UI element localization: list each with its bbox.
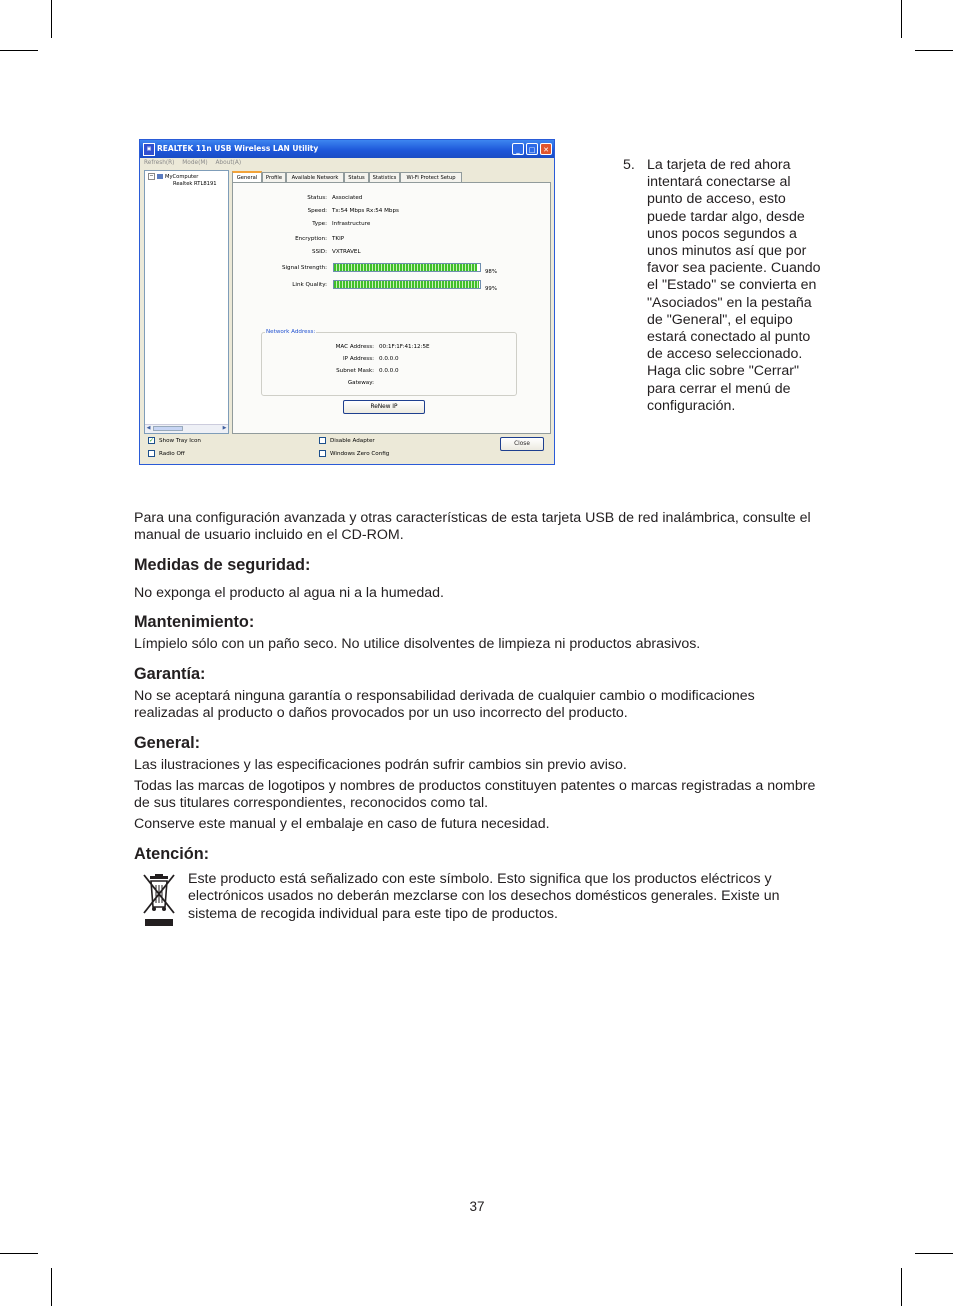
checkbox-checked-icon[interactable]: ✓: [149, 437, 155, 444]
device-tree: [144, 170, 229, 434]
general-text-3: Conserve este manual y el embalaje en caso de futura necesidad.: [134, 816, 550, 832]
tree-node-adapter[interactable]: [173, 181, 217, 187]
signal-strength-fill: [334, 264, 477, 271]
step-number: 5.: [623, 157, 635, 173]
checkbox-icon[interactable]: [319, 450, 326, 457]
mac-address-value: 00:1F:1F:41:12:5E: [379, 344, 430, 350]
collapse-icon[interactable]: −: [149, 173, 154, 179]
scroll-right-icon[interactable]: ▶: [222, 425, 227, 431]
safety-heading: Medidas de seguridad:: [134, 556, 311, 574]
maintenance-heading: Mantenimiento:: [134, 613, 255, 631]
subnet-mask-label: Subnet Mask:: [336, 368, 374, 374]
signal-strength-percent: 98%: [485, 269, 497, 275]
renew-ip-button[interactable]: ReNew IP: [343, 400, 425, 414]
general-text-2: Todas las marcas de logotipos y nombres de productos constituyen patentes o marcas registradas a nombre de sus titulares correspondientes, reconocidos como tal.: [134, 778, 816, 812]
crop-mark: [51, 0, 52, 38]
step-text: La tarjeta de red ahora intentará conectarse al punto de acceso, esto puede tardar algo, desde unos pocos segundos a unos minutos así que por favor sea paciente. Cuando el "Estado" se convierta en "Asociados" en la pestaña de "General", el equipo estará conectado al punto de acceso seleccionado. Haga clic sobre "Cerrar" para cerrar el menú de configuración.: [647, 157, 821, 414]
tree-horizontal-scrollbar[interactable]: [145, 424, 228, 433]
maximize-button[interactable]: □: [526, 143, 538, 155]
ip-address-value: 0.0.0.0: [379, 356, 399, 362]
menu-refresh[interactable]: Refresh(R): [144, 160, 175, 166]
tab-general[interactable]: General: [232, 171, 262, 182]
tab-wifi-protect-setup[interactable]: Wi-Fi Protect Setup: [400, 172, 462, 182]
tree-child-label: Realtek RTL8191: [173, 181, 217, 187]
intro-paragraph: Para una configuración avanzada y otras características de esta tarjeta USB de red inalámbrica, consulte el manual de usuario incluido en el CD-ROM.: [134, 510, 811, 544]
warranty-heading: Garantía:: [134, 665, 206, 683]
computer-icon: [157, 174, 163, 179]
tree-node-mycomputer[interactable]: [148, 173, 198, 180]
signal-strength-bar: [333, 263, 481, 272]
status-value: Associated: [332, 195, 363, 201]
crop-mark: [901, 0, 902, 38]
general-text-1: Las ilustraciones y las especificaciones podrán sufrir cambios sin previo aviso.: [134, 757, 627, 773]
gateway-label: Gateway:: [347, 380, 374, 386]
ip-address-label: IP Address:: [343, 356, 374, 362]
menu-mode[interactable]: Mode(M): [182, 160, 208, 166]
crop-mark: [51, 1268, 52, 1306]
disable-adapter-checkbox[interactable]: [319, 437, 375, 446]
menu-about[interactable]: About(A): [215, 160, 242, 166]
menu-bar: [144, 158, 247, 169]
link-quality-label: Link Quality:: [292, 282, 327, 288]
type-value: Infrastructure: [332, 221, 371, 227]
speed-value: Tx:54 Mbps Rx:54 Mbps: [332, 208, 399, 214]
encryption-value: TKIP: [332, 236, 345, 242]
tab-available-network[interactable]: Available Network: [286, 172, 344, 182]
subnet-mask-value: 0.0.0.0: [379, 368, 399, 374]
network-address-legend: Network Address:: [266, 329, 316, 335]
link-quality-bar: [333, 280, 481, 289]
weee-crossed-bin-icon: [140, 873, 178, 927]
checkbox-icon[interactable]: [148, 450, 155, 457]
status-label: Status:: [307, 195, 327, 201]
crop-mark: [915, 1253, 953, 1254]
close-window-button[interactable]: ✕: [540, 143, 552, 155]
crop-mark: [901, 1268, 902, 1306]
ssid-value: VXTRAVEL: [332, 249, 361, 255]
crop-mark: [0, 50, 38, 51]
mac-address-label: MAC Address:: [335, 344, 374, 350]
minimize-button[interactable]: _: [512, 143, 524, 155]
scroll-left-icon[interactable]: ◀: [146, 425, 151, 431]
warranty-text: No se aceptará ninguna garantía o responsabilidad derivada de cualquier cambio o modificaciones realizadas al producto o daños provocados por un uso incorrecto del producto.: [134, 688, 755, 722]
checkbox-icon[interactable]: [319, 437, 326, 444]
app-icon: ▣: [143, 143, 155, 156]
encryption-label: Encryption:: [295, 236, 327, 242]
radio-off-label: Radio Off: [159, 451, 185, 457]
attention-text: Este producto está señalizado con este símbolo. Esto significa que los productos eléctricos y electrónicos usados no deberán mezclarse con los desechos domésticos generales. Existe un sistema de recogida individual para este tipo de productos.: [188, 871, 780, 922]
radio-off-checkbox[interactable]: [148, 450, 185, 459]
show-tray-icon-checkbox[interactable]: [148, 437, 201, 446]
tree-root-label: MyComputer: [165, 174, 199, 180]
speed-label: Speed:: [307, 208, 327, 214]
general-tab-panel: [232, 182, 551, 434]
attention-heading: Atención:: [134, 845, 210, 863]
signal-strength-label: Signal Strength:: [281, 265, 327, 271]
network-address-group: [261, 329, 517, 396]
window-titlebar: [140, 140, 554, 158]
maintenance-text: Límpielo sólo con un paño seco. No utilice disolventes de limpieza ni productos abrasivos.: [134, 636, 701, 652]
tab-statistics[interactable]: Statistics: [369, 172, 400, 182]
type-label: Type:: [312, 221, 327, 227]
crop-mark: [915, 50, 953, 51]
disable-adapter-label: Disable Adapter: [330, 438, 375, 444]
window-title: REALTEK 11n USB Wireless LAN Utility: [157, 144, 319, 153]
close-button[interactable]: Close: [500, 437, 544, 451]
crop-mark: [0, 1253, 38, 1254]
scroll-thumb[interactable]: [153, 426, 183, 431]
windows-zero-config-label: Windows Zero Config: [330, 451, 390, 457]
link-quality-fill: [334, 281, 479, 288]
tab-status[interactable]: Status: [344, 172, 369, 182]
windows-zero-config-checkbox[interactable]: [319, 450, 389, 459]
wireless-utility-window: [139, 139, 555, 465]
general-heading: General:: [134, 734, 201, 752]
page-number: 37: [469, 1199, 485, 1214]
link-quality-percent: 99%: [485, 286, 497, 292]
ssid-label: SSID:: [312, 249, 327, 255]
tab-profile[interactable]: Profile: [262, 172, 286, 182]
show-tray-icon-label: Show Tray Icon: [159, 438, 201, 444]
safety-text: No exponga el producto al agua ni a la humedad.: [134, 585, 444, 601]
